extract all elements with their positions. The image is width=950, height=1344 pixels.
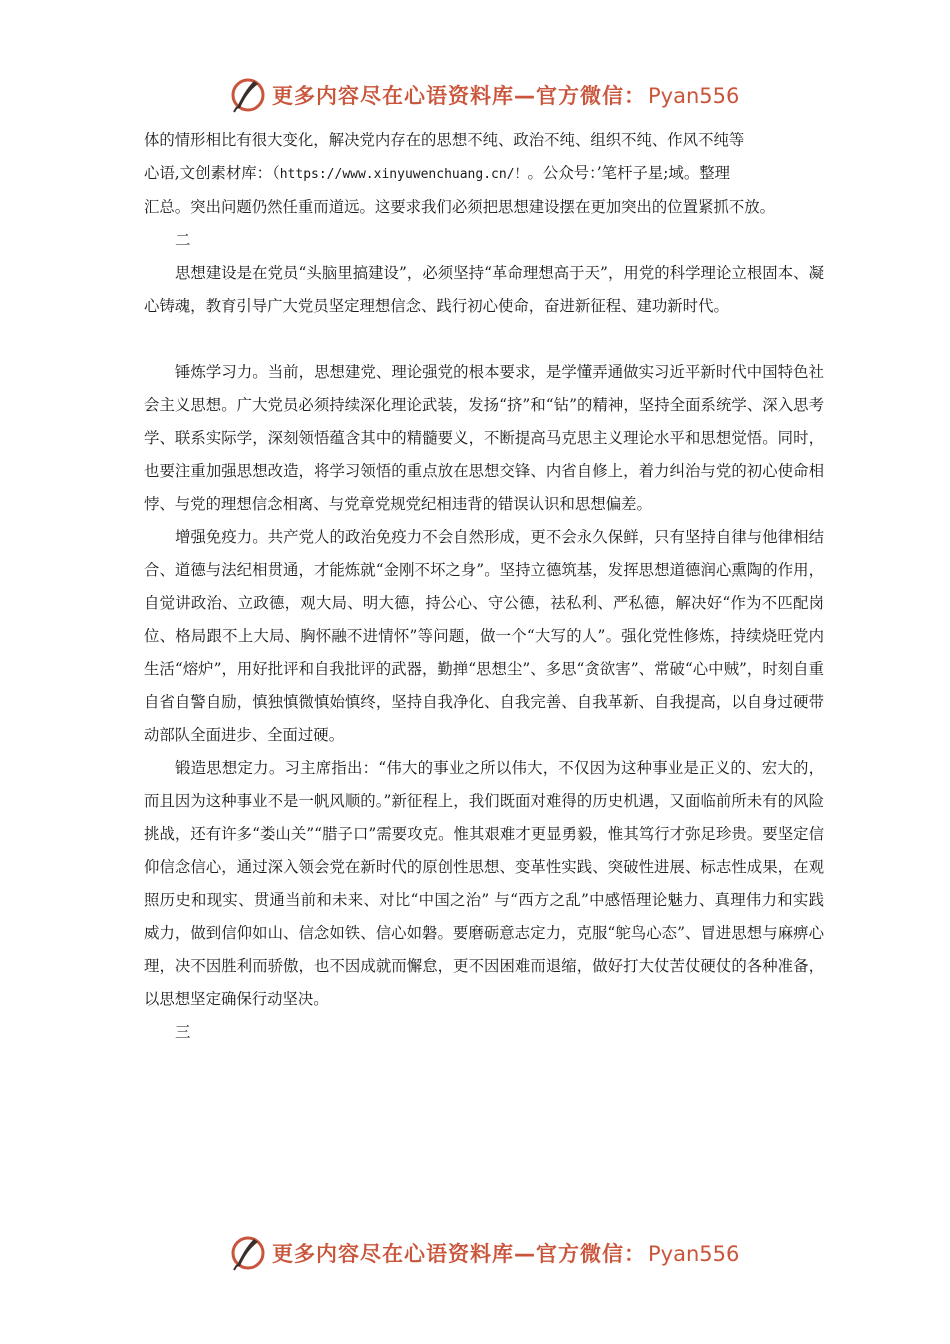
paragraph-immunity: 增强免疫力。共产党人的政治免疫力不会自然形成，更不会永久保鲜，只有坚持自律与他律相结合、道德与法纪相贯通，才能炼就“金刚不坏之身”。坚持立德筑基，发挥思想道德润心熏陶的作用，自觉讲政治、立政德，观大局、明大德，持公心、守公德，祛私利、严私德，解决好“作为不匹配岗位、格局跟不上大局、胸怀融不进情怀”等问题，做一个“大写的人”。强化党性修炼，持续烧旺党内生活“熔炉”，用好批评和自我批评的武器，勤掸“思想尘”、多思“贪欲害”、常破“心中贼”，时刻自重自省自警自励，慎独慎微慎始慎终，坚持自我净化、自我完善、自我革新、自我提高，以自身过硬带动部队全面进步、全面过硬。 bbox=[144, 528, 824, 744]
paragraph-line: 汇总。突出问题仍然任重而道远。这要求我们必须把思想建设摆在更加突出的位置紧抓不放。 bbox=[144, 198, 776, 216]
quill-logo-icon bbox=[228, 75, 268, 115]
footer-banner bbox=[0, 1228, 950, 1278]
document-body bbox=[144, 124, 824, 1049]
header-banner bbox=[0, 70, 950, 120]
paragraph-study: 锤炼学习力。当前，思想建党、理论强党的根本要求，是学懂弄通做实习近平新时代中国特色社会主义思想。广大党员必须持续深化理论武装，发扬“挤”和“钻”的精神，坚持全面系统学、深入思考学、联系实际学，深刻领悟蕴含其中的精髓要义，不断提高马克思主义理论水平和思想觉悟。同时，也要注重加强思想改造，将学习领悟的重点放在思想交锋、内省自修上，着力纠治与党的初心使命相悖、与党的理想信念相离、与党章党规党纪相违背的错误认识和思想偏差。 bbox=[144, 363, 824, 513]
banner-text: 更多内容尽在心语资料库—官方微信：Pyan556 bbox=[272, 84, 740, 108]
quill-logo-icon bbox=[228, 1233, 268, 1273]
banner-text: 更多内容尽在心语资料库—官方微信：Pyan556 bbox=[272, 1242, 740, 1266]
section-heading-three: 三 bbox=[175, 1023, 191, 1041]
section-heading-two: 二 bbox=[175, 231, 191, 249]
paragraph-resolve: 锻造思想定力。习主席指出：“伟大的事业之所以伟大，不仅因为这种事业是正义的、宏大的，而且因为这种事业不是一帆风顺的。”新征程上，我们既面对难得的历史机遇，又面临前所未有的风险挑战，还有许多“娄山关”“腊子口”需要攻克。惟其艰难才更显勇毅，惟其笃行才弥足珍贵。要坚定信仰信念信心，通过深入领会党在新时代的原创性思想、变革性实践、突破性进展、标志性成果，在观照历史和现实、贯通当前和未来、对比“中国之治” 与“西方之乱”中感悟理论魅力、真理伟力和实践威力，做到信仰如山、信念如铁、信心如磐。要磨砺意志定力，克服“鸵鸟心态”、冒进思想与麻痹心理，决不因胜利而骄傲，也不因成就而懈怠，更不因困难而退缩，做好打大仗苦仗硬仗的各种准备，以思想坚定确保行动坚决。 bbox=[144, 759, 824, 1008]
paragraph-line: 体的情形相比有很大变化，解决党内存在的思想不纯、政治不纯、组织不纯、作风不纯等 bbox=[144, 131, 745, 149]
source-url: https://www.xinyuwenchuang.cn/！ bbox=[279, 167, 528, 182]
paragraph-intro: 思想建设是在党员“头脑里搞建设”，必须坚持“革命理想高于天”，用党的科学理论立根固本、凝心铸魂，教育引导广大党员坚定理想信念、践行初心使命，奋进新征程、建功新时代。 bbox=[144, 264, 824, 315]
paragraph-line: 心语,文创素材库：（https://www.xinyuwenchuang.cn/！。公众号：’笔杆子星;域。整理 bbox=[144, 164, 730, 182]
